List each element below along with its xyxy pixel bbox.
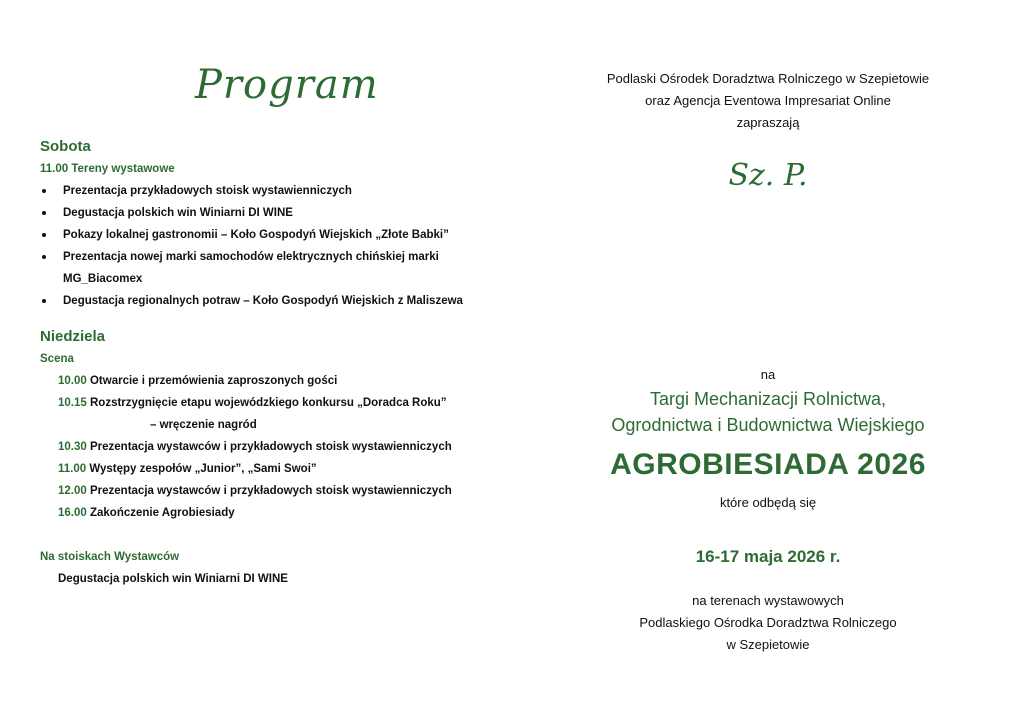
schedule-text: Prezentacja wystawców i przykładowych stoisk wystawienniczych <box>89 441 452 453</box>
list-item: Prezentacja nowej marki samochodów elektrycznych chińskiej marki MG_Biacomex <box>40 246 473 290</box>
fair-name-line: Targi Mechanizacji Rolnictwa, <box>649 389 887 409</box>
venue-line: na terenach wystawowych <box>692 593 844 608</box>
invitation-page <box>548 68 988 656</box>
saturday-subheading: 11.00 Tereny wystawowe <box>40 163 175 175</box>
schedule-text: Występy zespołów „Junior”, „Sami Swoi” <box>89 463 317 475</box>
schedule-text: Prezentacja wystawców i przykładowych stoisk wystawienniczych <box>89 485 452 497</box>
invite-line: zapraszają <box>736 115 800 130</box>
list-item: Pokazy lokalnej gastronomii – Koło Gospodyń Wiejskich „Złote Babki” <box>40 224 473 246</box>
fair-name-line: Ogrodnictwa i Budownictwa Wiejskiego <box>611 415 925 435</box>
schedule-item <box>40 480 510 502</box>
schedule-item <box>40 458 510 480</box>
schedule-item <box>40 392 510 414</box>
schedule-text: Otwarcie i przemówienia zaproszonych gości <box>89 375 338 387</box>
list-item: Prezentacja przykładowych stoisk wystawienniczych <box>40 180 473 202</box>
program-title: Program <box>195 62 379 108</box>
event-date: 16-17 maja 2026 r. <box>695 547 841 566</box>
sunday-heading: Niedziela <box>40 328 106 345</box>
schedule-time: 10.30 <box>58 441 87 453</box>
schedule-time: 16.00 <box>58 507 87 519</box>
schedule-item <box>40 436 510 458</box>
list-item: Degustacja polskich win Winiarni DI WINE <box>40 202 473 224</box>
to-line: na <box>760 367 776 382</box>
stands-item: Degustacja polskich win Winiarni DI WINE <box>58 573 288 585</box>
schedule-text: Rozstrzygnięcie etapu wojewódzkiego konkursu „Doradca Roku” <box>89 397 447 409</box>
schedule-time: 12.00 <box>58 485 87 497</box>
schedule-time: 10.00 <box>58 375 87 387</box>
saturday-list <box>40 180 510 312</box>
venue-line: Podlaskiego Ośrodka Doradztwa Rolniczego <box>639 615 897 630</box>
schedule-continuation: – wręczenie nagród <box>150 419 257 431</box>
organizer-line: oraz Agencja Eventowa Impresariat Online <box>645 93 891 108</box>
schedule-time: 10.15 <box>58 397 87 409</box>
schedule-item <box>40 502 510 524</box>
organizer-line: Podlaski Ośrodek Doradztwa Rolniczego w Szepietowie <box>606 71 930 86</box>
program-page <box>40 60 510 590</box>
saturday-heading: Sobota <box>40 138 91 155</box>
schedule-text: Zakończenie Agrobiesiady <box>89 507 235 519</box>
which-line: które odbędą się <box>719 495 817 510</box>
stands-heading: Na stoiskach Wystawców <box>40 551 180 563</box>
schedule-time: 11.00 <box>58 463 87 475</box>
schedule-item <box>40 370 510 392</box>
event-name: AGROBIESIADA 2026 <box>610 448 926 481</box>
sunday-subheading: Scena <box>40 353 74 365</box>
venue-line: w Szepietowie <box>726 637 810 652</box>
list-item: Degustacja regionalnych potraw – Koło Gospodyń Wiejskich z Maliszewa <box>40 290 473 312</box>
salutation: Sz. P. <box>728 158 808 193</box>
